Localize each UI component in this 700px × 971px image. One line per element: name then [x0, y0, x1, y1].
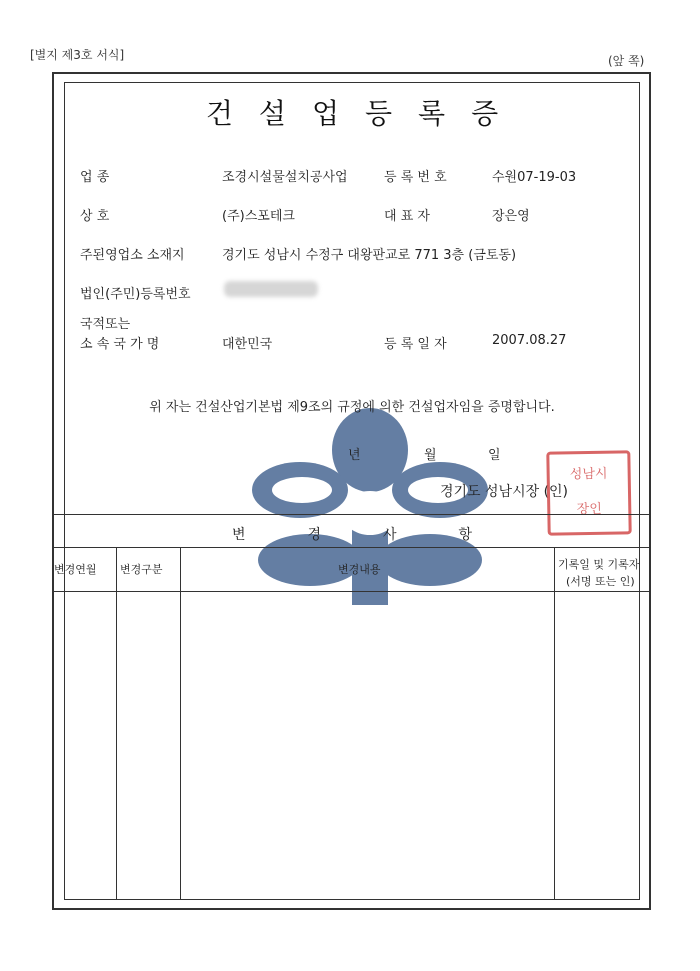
column-divider-1 [116, 547, 117, 900]
representative-label: 대 표 자 [384, 209, 430, 224]
column-change-content: 변경내용 [338, 563, 381, 576]
company-name-value: (주)스포테크 [222, 209, 295, 224]
changes-top-rule [52, 514, 651, 515]
corporate-registration-label: 법인(주민)등록번호 [80, 287, 191, 302]
seal-text-2: 장인 [576, 502, 602, 518]
nationality-value: 대한민국 [222, 337, 273, 352]
changes-columns-rule [52, 591, 651, 592]
column-divider-3 [554, 547, 555, 900]
nationality-label-line1: 국적또는 [80, 317, 131, 332]
official-seal [546, 450, 631, 535]
form-number: [별지 제3호 서식] [30, 48, 125, 62]
column-recorder-line1: 기록일 및 기록자 [558, 558, 640, 571]
seal-text-1: 성남시 [569, 467, 608, 483]
business-type-value: 조경시설물설치공사업 [222, 170, 348, 185]
registration-number-label: 등 록 번 호 [384, 170, 447, 185]
changes-header-rule [52, 547, 651, 548]
registration-date-value: 2007.08.27 [492, 333, 567, 348]
business-type-label: 업 종 [80, 170, 110, 185]
date-month: 월 [424, 448, 437, 463]
date-day: 일 [488, 448, 501, 463]
representative-value: 장은영 [492, 209, 530, 224]
company-name-label: 상 호 [80, 209, 110, 224]
registration-number-value: 수원07-19-03 [492, 170, 577, 185]
certification-statement: 위 자는 건설산업기본법 제9조의 규정에 의한 건설업자임을 증명합니다. [149, 400, 555, 415]
column-change-date: 변경연월 [54, 563, 97, 576]
column-recorder-line2: (서명 또는 인) [566, 575, 635, 588]
registration-date-label: 등 록 일 자 [384, 337, 447, 352]
issuer-name: 경기도 성남시장 (인) [440, 484, 569, 500]
column-change-type: 변경구분 [120, 563, 163, 576]
page-side-label: (앞 쪽) [608, 54, 645, 68]
address-label: 주된영업소 소재지 [80, 248, 185, 263]
redacted-registration-number [224, 281, 318, 297]
date-year: 년 [348, 448, 361, 463]
column-divider-2 [180, 547, 181, 900]
address-value: 경기도 성남시 수정구 대왕판교로 771 3층 (금토동) [222, 248, 517, 263]
document-title: 건설업등록증 [205, 97, 525, 130]
changes-section-title: 변경사항 [231, 527, 535, 543]
nationality-label-line2: 소 속 국 가 명 [80, 337, 160, 352]
